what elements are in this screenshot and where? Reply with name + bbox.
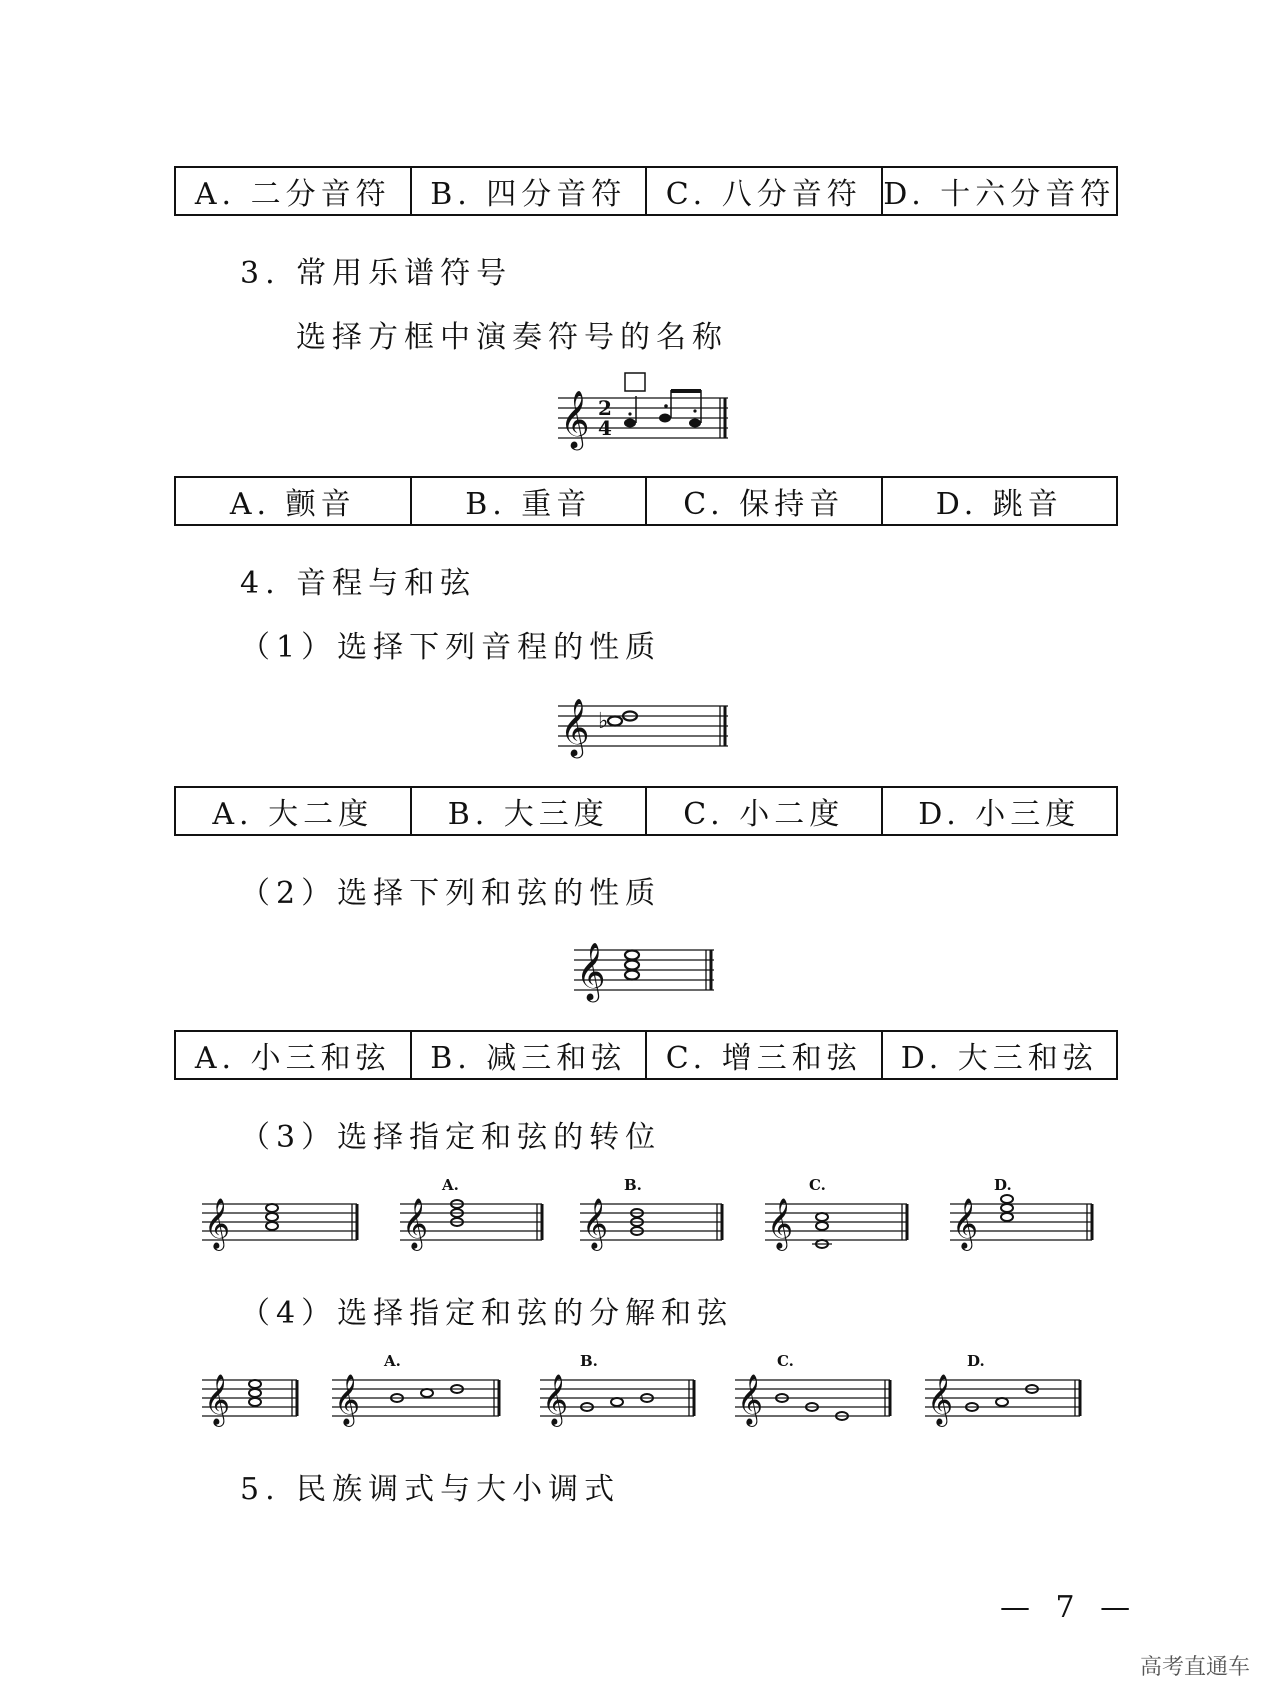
time-sig-top: 2 — [598, 396, 612, 420]
sub3-title: （3）选择指定和弦的转位 — [240, 1120, 662, 1155]
articulation-staff — [558, 378, 738, 448]
flat-sign-icon: ♭ — [598, 709, 609, 734]
treble-clef-icon: 𝄞 — [204, 1374, 231, 1425]
treble-clef-icon: 𝄞 — [204, 1198, 231, 1249]
inversion-label-a: A. — [442, 1176, 459, 1194]
option-c[interactable]: C. 保持音 — [647, 478, 883, 524]
option-c[interactable]: C. 小二度 — [647, 788, 883, 834]
option-b[interactable]: B. 减三和弦 — [412, 1032, 648, 1078]
chord-staff — [574, 932, 724, 1002]
option-b[interactable]: B. 大三度 — [412, 788, 648, 834]
option-d[interactable]: D. 大三和弦 — [900, 1041, 1098, 1076]
page-number: — 7 — — [1000, 1590, 1139, 1625]
section3-title: 3. 常用乐谱符号 — [240, 256, 513, 291]
broken-label-d: D. — [967, 1352, 985, 1370]
q2-options-table — [174, 166, 1118, 216]
option-c[interactable]: C. 八分音符 — [647, 168, 883, 214]
option-d[interactable]: D. 跳音 — [935, 487, 1063, 522]
section4-title: 4. 音程与和弦 — [240, 566, 477, 601]
broken-chord-row — [202, 1352, 1092, 1432]
broken-label-c: C. — [777, 1352, 794, 1370]
inversion-label-d: D. — [994, 1176, 1012, 1194]
treble-clef-icon: 𝄞 — [402, 1198, 429, 1249]
inversion-label-b: B. — [624, 1176, 642, 1194]
option-b[interactable]: B. 重音 — [412, 478, 648, 524]
sub1-title: （1）选择下列音程的性质 — [240, 630, 662, 665]
inversion-row — [202, 1176, 1092, 1256]
broken-label-a: A. — [384, 1352, 401, 1370]
treble-clef-icon: 𝄞 — [582, 1198, 609, 1249]
treble-clef-icon: 𝄞 — [737, 1374, 764, 1425]
treble-clef-icon: 𝄞 — [767, 1198, 794, 1249]
section3-prompt: 选择方框中演奏符号的名称 — [296, 320, 728, 355]
sub4-title: （4）选择指定和弦的分解和弦 — [240, 1296, 734, 1331]
treble-clef-icon: 𝄞 — [952, 1198, 979, 1249]
section5-title: 5. 民族调式与大小调式 — [240, 1472, 621, 1507]
option-a[interactable]: A. 颤音 — [176, 478, 412, 524]
treble-clef-icon: 𝄞 — [560, 390, 590, 448]
option-a[interactable]: A. 大二度 — [176, 788, 412, 834]
option-d[interactable]: D. 小三度 — [918, 797, 1081, 832]
treble-clef-icon: 𝄞 — [334, 1374, 361, 1425]
time-sig-bottom: 4 — [598, 416, 612, 440]
treble-clef-icon: 𝄞 — [542, 1374, 569, 1425]
treble-clef-icon: 𝄞 — [576, 942, 606, 1000]
q3-options-table — [174, 476, 1118, 526]
treble-clef-icon: 𝄞 — [927, 1374, 954, 1425]
sub2-title: （2）选择下列和弦的性质 — [240, 876, 662, 911]
inversion-label-c: C. — [809, 1176, 826, 1194]
interval-staff — [558, 688, 738, 758]
option-a[interactable]: A. 小三和弦 — [176, 1032, 412, 1078]
q41-options-table — [174, 786, 1118, 836]
option-d[interactable]: D. 十六分音符 — [883, 177, 1116, 212]
option-b[interactable]: B. 四分音符 — [412, 168, 648, 214]
broken-label-b: B. — [580, 1352, 598, 1370]
watermark: 高考直通车 — [1140, 1655, 1251, 1680]
answer-box — [625, 373, 645, 391]
treble-clef-icon: 𝄞 — [560, 698, 590, 756]
option-a[interactable]: A. 二分音符 — [176, 168, 412, 214]
q42-options-table — [174, 1030, 1118, 1080]
option-c[interactable]: C. 增三和弦 — [647, 1032, 883, 1078]
